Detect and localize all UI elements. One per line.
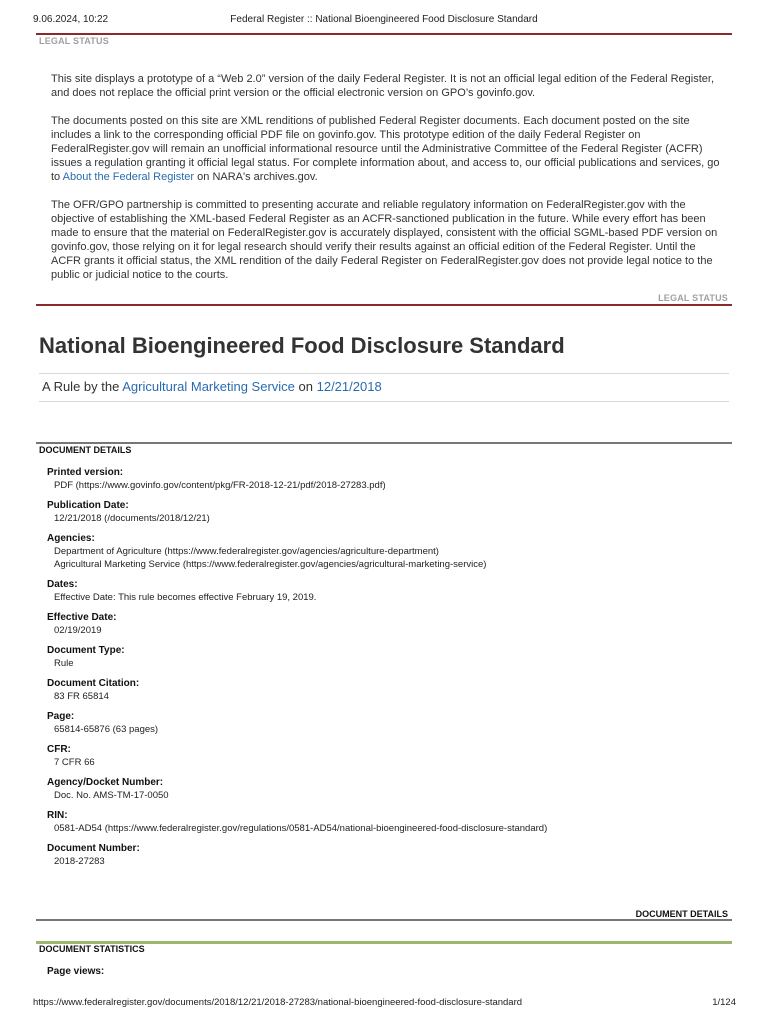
detail-value[interactable]: 02/19/2019 [54,625,102,636]
legal-status-label-bottom[interactable]: LEGAL STATUS [658,293,728,303]
document-byline [42,379,382,394]
detail-value[interactable]: 2018-27283 [54,856,105,867]
legal-paragraph-2 [51,114,726,184]
detail-label: Document Type: [47,645,125,656]
detail-value[interactable]: 12/21/2018 (/documents/2018/12/21) [54,513,210,524]
print-datetime: 9.06.2024, 10:22 [33,14,109,25]
detail-label: RIN: [47,810,68,821]
detail-value[interactable]: PDF (https://www.govinfo.gov/content/pkg/FR-2018-12-21/pdf/2018-27283.pdf) [54,480,386,491]
detail-item [47,809,737,835]
print-title: Federal Register :: National Bioengineered Food Disclosure Standard [230,14,538,25]
detail-item [47,466,737,492]
title-divider-bottom [39,401,729,402]
detail-label: Effective Date: [47,612,117,623]
detail-label: Page: [47,711,75,722]
publication-date-link[interactable]: 12/21/2018 [316,379,382,394]
detail-label: CFR: [47,744,71,755]
detail-item [47,677,737,703]
detail-value[interactable]: Doc. No. AMS-TM-17-0050 [54,790,169,801]
print-page-number: 1/124 [712,997,736,1008]
document-details-divider-bottom [36,919,732,921]
detail-value[interactable]: Agricultural Marketing Service (https://www.federalregister.gov/agencies/agricultural-marketing-service) [54,559,487,570]
detail-value[interactable]: Rule [54,658,74,669]
legal-status-divider-top [36,33,732,35]
about-federal-register-link[interactable]: About the Federal Register [62,171,195,183]
detail-item [47,578,737,604]
print-header [0,14,768,28]
legal-paragraph-3: The OFR/GPO partnership is committed to presenting accurate and reliable regulatory information on FederalRegister.gov with the objective of establishing the XML-based Federal Register as an ACFR-sanctioned publication in the future. While every effort has been made to ensure that the material on FederalRegister.gov is accurately displayed, consistent with the official SGML-based PDF version on govinfo.gov, those relying on it for legal research should verify their results against an official edition of the Federal Register. Until the ACFR grants it official status, the XML rendition of the daily Federal Register on FederalRegister.gov does not provide legal notice to the public or judicial notice to the courts. [51,199,718,281]
document-details-list [47,466,737,875]
legal-status-label: LEGAL STATUS [39,36,109,46]
detail-value[interactable]: 83 FR 65814 [54,691,109,702]
detail-item [47,532,737,571]
detail-item [47,499,737,525]
detail-value[interactable]: 7 CFR 66 [54,757,95,768]
detail-label: Agency/Docket Number: [47,777,164,788]
detail-item [47,776,737,802]
detail-label: Printed version: [47,467,124,478]
byline-on: on [294,379,317,394]
page-title: National Bioengineered Food Disclosure Standard [39,333,565,358]
detail-label: Document Number: [47,843,140,854]
detail-item [47,644,737,670]
legal-p2-text-end: on NARA's archives.gov. [194,171,318,183]
title-divider-top [39,373,729,374]
detail-item [47,842,737,868]
document-details-label-bottom[interactable]: DOCUMENT DETAILS [635,909,728,919]
detail-value[interactable]: 65814-65876 (63 pages) [54,724,159,735]
detail-item [47,611,737,637]
legal-p2-text: The documents posted on this site are XML renditions of published Federal Register documents. Each document posted on the site includes a link to the corresponding official PDF file on govinfo.gov. This prototype edition of the daily Federal Register on FederalRegister.gov will remain an unofficial informational resource until the Administrative Committee of the Federal Register (ACFR) issues a regulation granting it official legal status. For complete information about, and access to, our official publications and services, go to [51,115,720,183]
legal-status-divider-bottom [36,304,732,306]
page-views-label: Page views: [47,966,105,977]
document-details-divider-top [36,442,732,444]
detail-label: Document Citation: [47,678,140,689]
detail-value[interactable]: Effective Date: This rule becomes effective February 19, 2019. [54,592,317,603]
detail-value[interactable]: 0581-AD54 (https://www.federalregister.gov/regulations/0581-AD54/national-bioengineered-food-disclosure-standard) [54,823,548,834]
document-statistics-label: DOCUMENT STATISTICS [39,944,145,954]
legal-status-body [51,72,726,296]
print-url: https://www.federalregister.gov/documents/2018/12/21/2018-27283/national-bioengineered-food-disclosure-standard [33,997,523,1008]
byline-prefix: A Rule by the [42,379,123,394]
legal-paragraph-1: This site displays a prototype of a “Web 2.0” version of the daily Federal Register. It is not an official legal edition of the Federal Register, and does not replace the official print version or the official electronic version on GPO’s govinfo.gov. [51,73,714,99]
document-details-label: DOCUMENT DETAILS [39,445,132,455]
detail-label: Agencies: [47,533,95,544]
detail-label: Dates: [47,579,78,590]
detail-value[interactable]: Department of Agriculture (https://www.federalregister.gov/agencies/agriculture-department) [54,546,439,557]
detail-item [47,710,737,736]
detail-item [47,743,737,769]
agency-link[interactable]: Agricultural Marketing Service [122,379,295,394]
detail-label: Publication Date: [47,500,129,511]
